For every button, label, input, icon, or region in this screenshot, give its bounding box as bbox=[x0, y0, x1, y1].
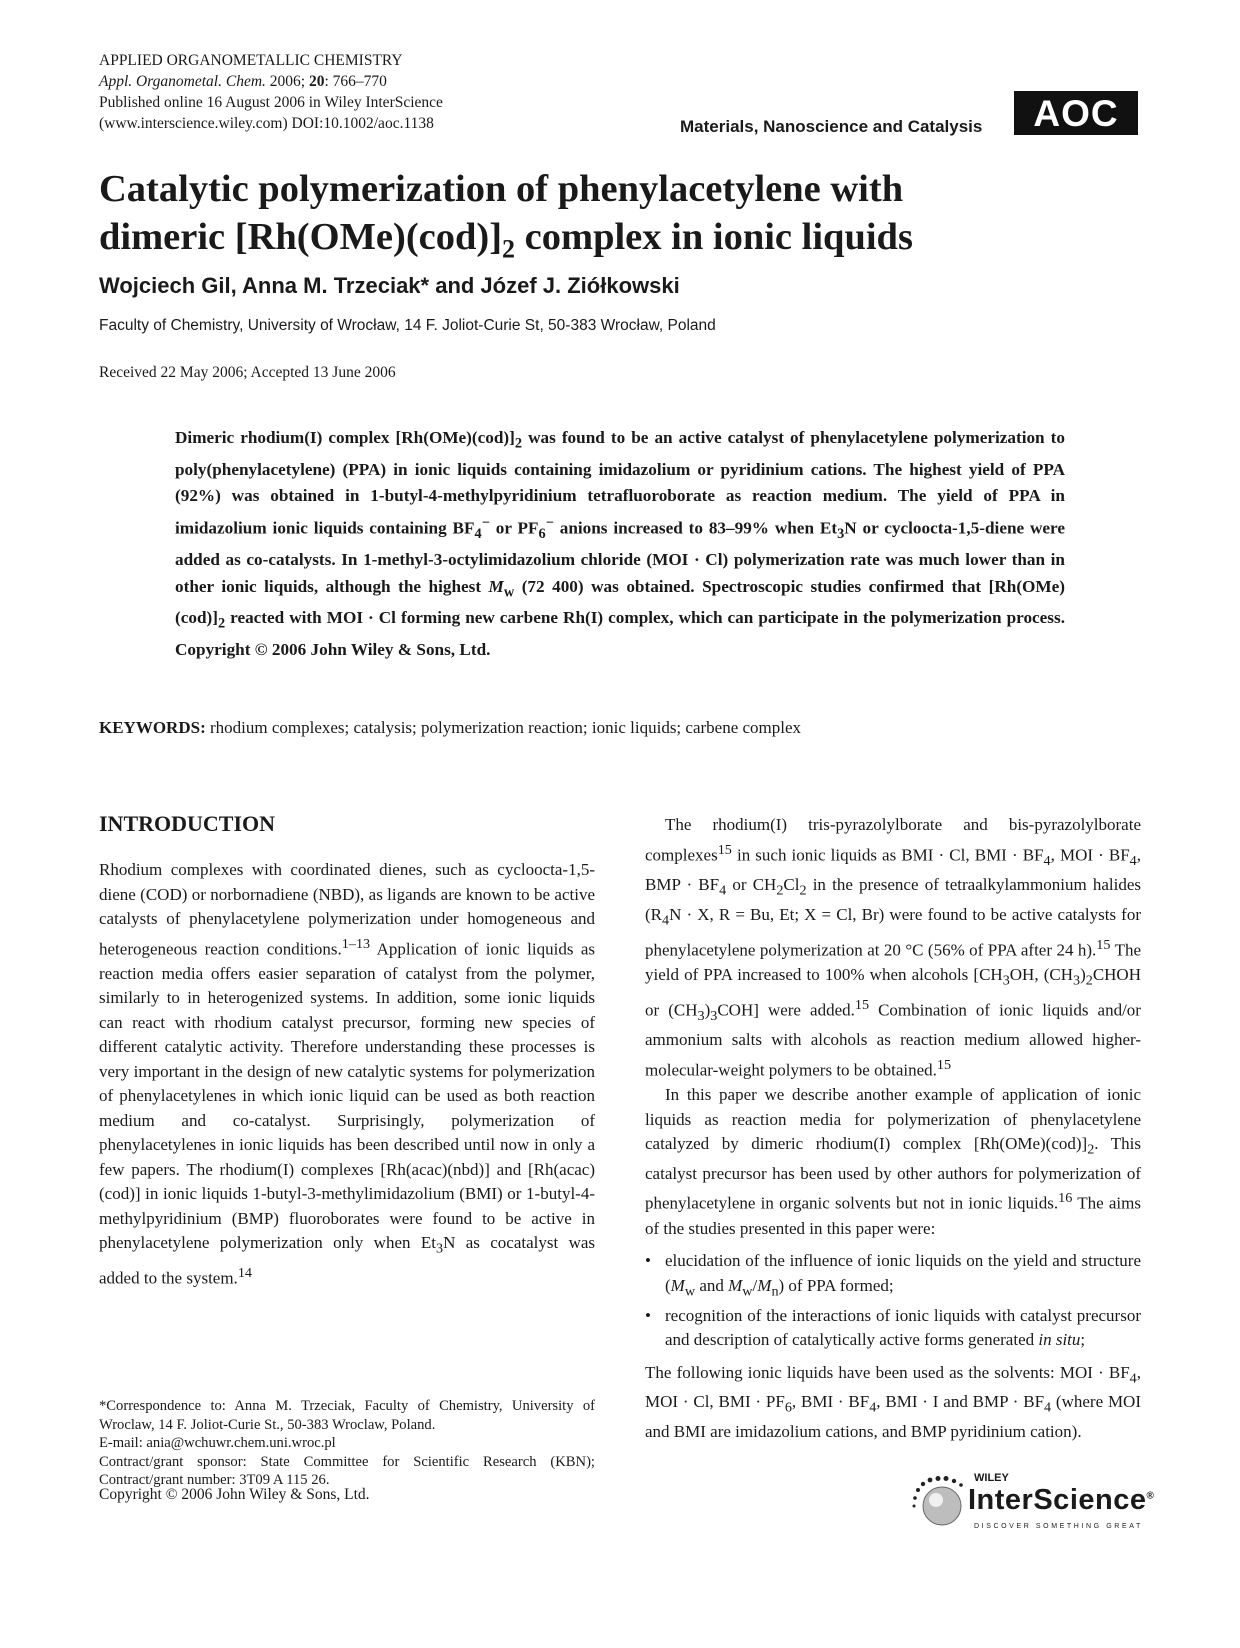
text: ; bbox=[1080, 1330, 1086, 1350]
intro-text: Rhodium complexes with coordinated dienes, such as cycloocta-1,5-diene (COD) or norbornadiene (NBD), as ligands are known to be active catalysts of phenylacetylene polymerization under homogeneous and heterogeneous reaction conditions. bbox=[99, 860, 595, 959]
text: N · X, R = Bu, Et; X = Cl, Br) were found to be active catalysts for phenylacetylene polymerization at 20 °C (56% of PPA after 24 h). bbox=[645, 904, 1141, 960]
sub: 4 bbox=[1043, 852, 1051, 869]
text: in the presence of tetraalkylammonium halides (R bbox=[645, 875, 1141, 924]
running-header bbox=[99, 50, 659, 134]
interscience-brand bbox=[968, 1484, 1154, 1517]
citation-volume: 20 bbox=[308, 73, 325, 90]
journal-name: APPLIED ORGANOMETALLIC CHEMISTRY bbox=[99, 52, 403, 69]
text: recognition of the interactions of ionic liquids with catalyst precursor and description of catalytically active forms generated bbox=[665, 1305, 1141, 1350]
citation-year: 2006; bbox=[265, 73, 309, 90]
intro-sub: 3 bbox=[435, 1240, 444, 1257]
sub: 4 bbox=[1044, 1399, 1052, 1416]
title-line-1: Catalytic polymerization of phenylacetylene with bbox=[99, 168, 904, 210]
text: , MOI · BF bbox=[1050, 845, 1130, 865]
text: ) of PPA formed; bbox=[778, 1275, 894, 1295]
section-label: Materials, Nanoscience and Catalysis bbox=[680, 117, 983, 136]
wiley-wordmark: WILEY bbox=[974, 1472, 1009, 1484]
published-line: Published online 16 August 2006 in Wiley InterScience bbox=[99, 94, 443, 111]
right-paragraph-1 bbox=[645, 813, 1141, 1083]
sub: 2 bbox=[799, 882, 807, 899]
affiliation: Faculty of Chemistry, University of Wrocław, 14 F. Joliot-Curie St, 50-383 Wrocław, Poland bbox=[99, 317, 716, 334]
keywords bbox=[99, 718, 801, 738]
received-accepted-dates: Received 22 May 2006; Accepted 13 June 2006 bbox=[99, 364, 396, 381]
text: Cl bbox=[783, 875, 800, 895]
correspondence: *Correspondence to: Anna M. Trzeciak, Faculty of Chemistry, University of Wroclaw, 14 F. Joliot-Curie St., 50-383 Wroclaw, Poland. bbox=[99, 1398, 595, 1433]
aims-list-item bbox=[645, 1249, 1141, 1303]
abstract-text: N or cycloocta-1,5-diene were added as co-catalysts. In 1-methyl-3-octylimidazolium chloride (MOI · Cl) polymerization rate was much lower than in other ionic liquids, although the highest bbox=[175, 518, 1066, 596]
abstract-sub: 6 bbox=[538, 525, 546, 542]
citation-ref: 1–13 bbox=[341, 935, 371, 952]
text: The aims of the studies presented in this paper were: bbox=[645, 1194, 1141, 1238]
text: , BMI · BF bbox=[791, 1392, 870, 1412]
left-column bbox=[99, 810, 595, 1291]
intro-text: Application of ionic liquids as reaction media offers easier separation of catalyst from the polymer, similarly to in heterogenized systems. In addition, some ionic liquids can react with rhodium catalyst precursor, forming new species of different catalytic activity. Therefore understanding these processes is very important in the design of new catalytic systems for polymerization of phenylacetylenes in which ionic liquid can be used as both reaction medium and co-catalyst. Surprisingly, polymerization of phenylacetylenes in ionic liquids has been described until now in only a few papers. The rhodium(I) complexes [Rh(acac)(nbd)] and [Rh(acac)(cod)] in ionic liquids 1-butyl-3-methylimidazolium (BMI) or 1-butyl-4-methylpyridinium (BMP) fluoroborates were found to be active in phenylacetylene polymerization only when Et bbox=[99, 939, 595, 1253]
citation-ref: 16 bbox=[1058, 1190, 1073, 1207]
abstract-sup: − bbox=[481, 514, 490, 531]
text: The yield of PPA increased to 100% when alcohols [CH bbox=[645, 940, 1142, 984]
text: in such ionic liquids as BMI · Cl, BMI · BF bbox=[731, 845, 1044, 865]
grant-info: Contract/grant sponsor: State Committee for Scientific Research (KBN); Contract/grant number: 3T09 A 115 26. bbox=[99, 1453, 595, 1489]
abstract-text: (72 400) was obtained. Spectroscopic studies confirmed that [Rh(OMe)(cod)] bbox=[175, 576, 1065, 628]
sub: 4 bbox=[1129, 852, 1137, 869]
sub: w bbox=[684, 1283, 696, 1300]
keywords-text: rhodium complexes; catalysis; polymerization reaction; ionic liquids; carbene complex bbox=[205, 718, 802, 737]
aims-list bbox=[645, 1249, 1141, 1352]
wiley-tagline: DISCOVER SOMETHING GREAT bbox=[974, 1523, 1143, 1530]
abstract-sub: 4 bbox=[474, 525, 482, 542]
title-line-2-b: complex in ionic liquids bbox=[515, 216, 913, 258]
citation-ref: 15 bbox=[936, 1056, 952, 1073]
aoc-logo: AOC bbox=[1014, 91, 1138, 135]
italic: M bbox=[670, 1275, 685, 1295]
text: In this paper we describe another example of application of ionic liquids as reaction media for polymerization of phenylacetylene catalyzed by dimeric rhodium(I) complex [Rh(OMe)(cod)] bbox=[645, 1085, 1141, 1154]
sub: 6 bbox=[784, 1399, 792, 1416]
text: COH] were added. bbox=[717, 1000, 855, 1020]
abstract-sub: 3 bbox=[837, 525, 845, 542]
text: , BMP · BF bbox=[645, 845, 1141, 895]
text: ) bbox=[704, 1000, 711, 1020]
bullet-icon: • bbox=[645, 1305, 651, 1325]
text: OH, (CH bbox=[1009, 964, 1073, 984]
abstract-text: reacted with MOI · Cl forming new carbene Rh(I) complex, which can participate in the polymerization process. Copyright © 2006 John Wiley & Sons, Ltd. bbox=[175, 608, 1065, 660]
citation-journal: Appl. Organometal. Chem. bbox=[99, 73, 266, 90]
text: CHOH or (CH bbox=[645, 964, 1141, 1020]
text: , MOI · Cl, BMI · PF bbox=[645, 1362, 1141, 1412]
text: or CH bbox=[726, 875, 777, 895]
article-title bbox=[99, 165, 1139, 274]
title-line-2 bbox=[99, 213, 1139, 274]
bullet-icon: • bbox=[645, 1251, 651, 1271]
sub: 4 bbox=[1129, 1369, 1137, 1386]
abstract-sub: 2 bbox=[217, 615, 226, 632]
abstract-italic: M bbox=[488, 576, 504, 596]
globe-icon bbox=[912, 1476, 968, 1532]
abstract-text: Dimeric rhodium(I) complex [Rh(OMe)(cod)] bbox=[175, 428, 515, 447]
sub: 2 bbox=[1087, 1141, 1095, 1158]
right-paragraph-3 bbox=[645, 1361, 1141, 1445]
sub: w bbox=[742, 1283, 753, 1300]
wiley-interscience-logo bbox=[912, 1472, 1155, 1542]
footnote bbox=[99, 1397, 595, 1490]
sub: 4 bbox=[662, 912, 670, 929]
sub: 3 bbox=[1002, 972, 1010, 989]
aims-list-item bbox=[645, 1304, 1141, 1353]
text: (where MOI and BMI are imidazolium cations, and BMP pyridinium cation). bbox=[645, 1392, 1142, 1442]
citation-ref: 15 bbox=[1096, 936, 1111, 953]
text: The rhodium(I) tris-pyrazolylborate and bis-pyrazolylborate complexes bbox=[645, 815, 1141, 865]
text: / bbox=[752, 1275, 758, 1295]
right-paragraph-2 bbox=[645, 1083, 1141, 1241]
abstract-text: was found to be an active catalyst of phenylacetylene polymerization to poly(phenylacetylene) (PPA) in ionic liquids containing imidazolium or pyridinium cations. The highest yield of PPA (92%) was obtained in 1-butyl-4-methylpyridinium tetrafluoroborate as reaction medium. The yield of PPA in imidazolium ionic liquids containing BF bbox=[175, 428, 1065, 538]
text: . This catalyst precursor has been used by other authors for polymerization of phenylacetylene in organic solvents but not in ionic liquids. bbox=[645, 1134, 1142, 1214]
introduction-heading: INTRODUCTION bbox=[99, 811, 276, 836]
citation-ref: 15 bbox=[854, 996, 870, 1013]
authors: Wojciech Gil, Anna M. Trzeciak* and Józef J. Ziółkowski bbox=[99, 273, 680, 298]
abstract-sub: w bbox=[503, 584, 515, 601]
brand-text: InterScience bbox=[968, 1484, 1147, 1516]
title-subscript: 2 bbox=[502, 234, 516, 264]
text: elucidation of the influence of ionic liquids on the yield and structure ( bbox=[665, 1251, 1141, 1295]
sub: 4 bbox=[719, 882, 727, 899]
citation-pages: : 766–770 bbox=[324, 73, 387, 90]
sub: 4 bbox=[869, 1399, 877, 1416]
text: ) bbox=[1080, 964, 1086, 984]
sub: 3 bbox=[697, 1007, 705, 1024]
abstract-text: anions increased to 83–99% when Et bbox=[553, 518, 838, 538]
abstract bbox=[175, 425, 1065, 664]
italic: in situ bbox=[1038, 1330, 1081, 1350]
sub: 2 bbox=[776, 882, 784, 899]
citation-line bbox=[99, 71, 659, 92]
keywords-label: KEYWORDS: bbox=[99, 718, 206, 737]
abstract-sub: 2 bbox=[514, 435, 523, 452]
citation-ref: 15 bbox=[717, 841, 732, 858]
text: Combination of ionic liquids and/or ammonium salts with alcohols as reaction medium allowed higher-molecular-weight polymers to be obtained. bbox=[645, 1000, 1141, 1080]
copyright: Copyright © 2006 John Wiley & Sons, Ltd. bbox=[99, 1486, 370, 1503]
text: and bbox=[695, 1275, 729, 1295]
right-column bbox=[645, 813, 1141, 1445]
sub: n bbox=[771, 1283, 779, 1300]
sub: 3 bbox=[1072, 972, 1081, 989]
registered-mark: ® bbox=[1146, 1490, 1155, 1502]
doi-line: (www.interscience.wiley.com) DOI:10.1002/aoc.1138 bbox=[99, 115, 434, 132]
email: E-mail: ania@wchuwr.chem.uni.wroc.pl bbox=[99, 1435, 336, 1452]
sub: 3 bbox=[710, 1007, 718, 1024]
text: , BMI · I and BMP · BF bbox=[876, 1392, 1045, 1412]
italic: M bbox=[728, 1275, 743, 1295]
italic: M bbox=[757, 1275, 772, 1295]
title-line-2-a: dimeric [Rh(OMe)(cod)] bbox=[99, 216, 503, 258]
citation-ref: 14 bbox=[237, 1265, 252, 1282]
intro-paragraph bbox=[99, 858, 595, 1291]
text: The following ionic liquids have been used as the solvents: MOI · BF bbox=[645, 1362, 1130, 1382]
abstract-text: or PF bbox=[489, 518, 539, 538]
intro-text: N as cocatalyst was added to the system. bbox=[99, 1233, 596, 1288]
sub: 2 bbox=[1085, 972, 1093, 989]
abstract-sup: − bbox=[545, 514, 554, 531]
